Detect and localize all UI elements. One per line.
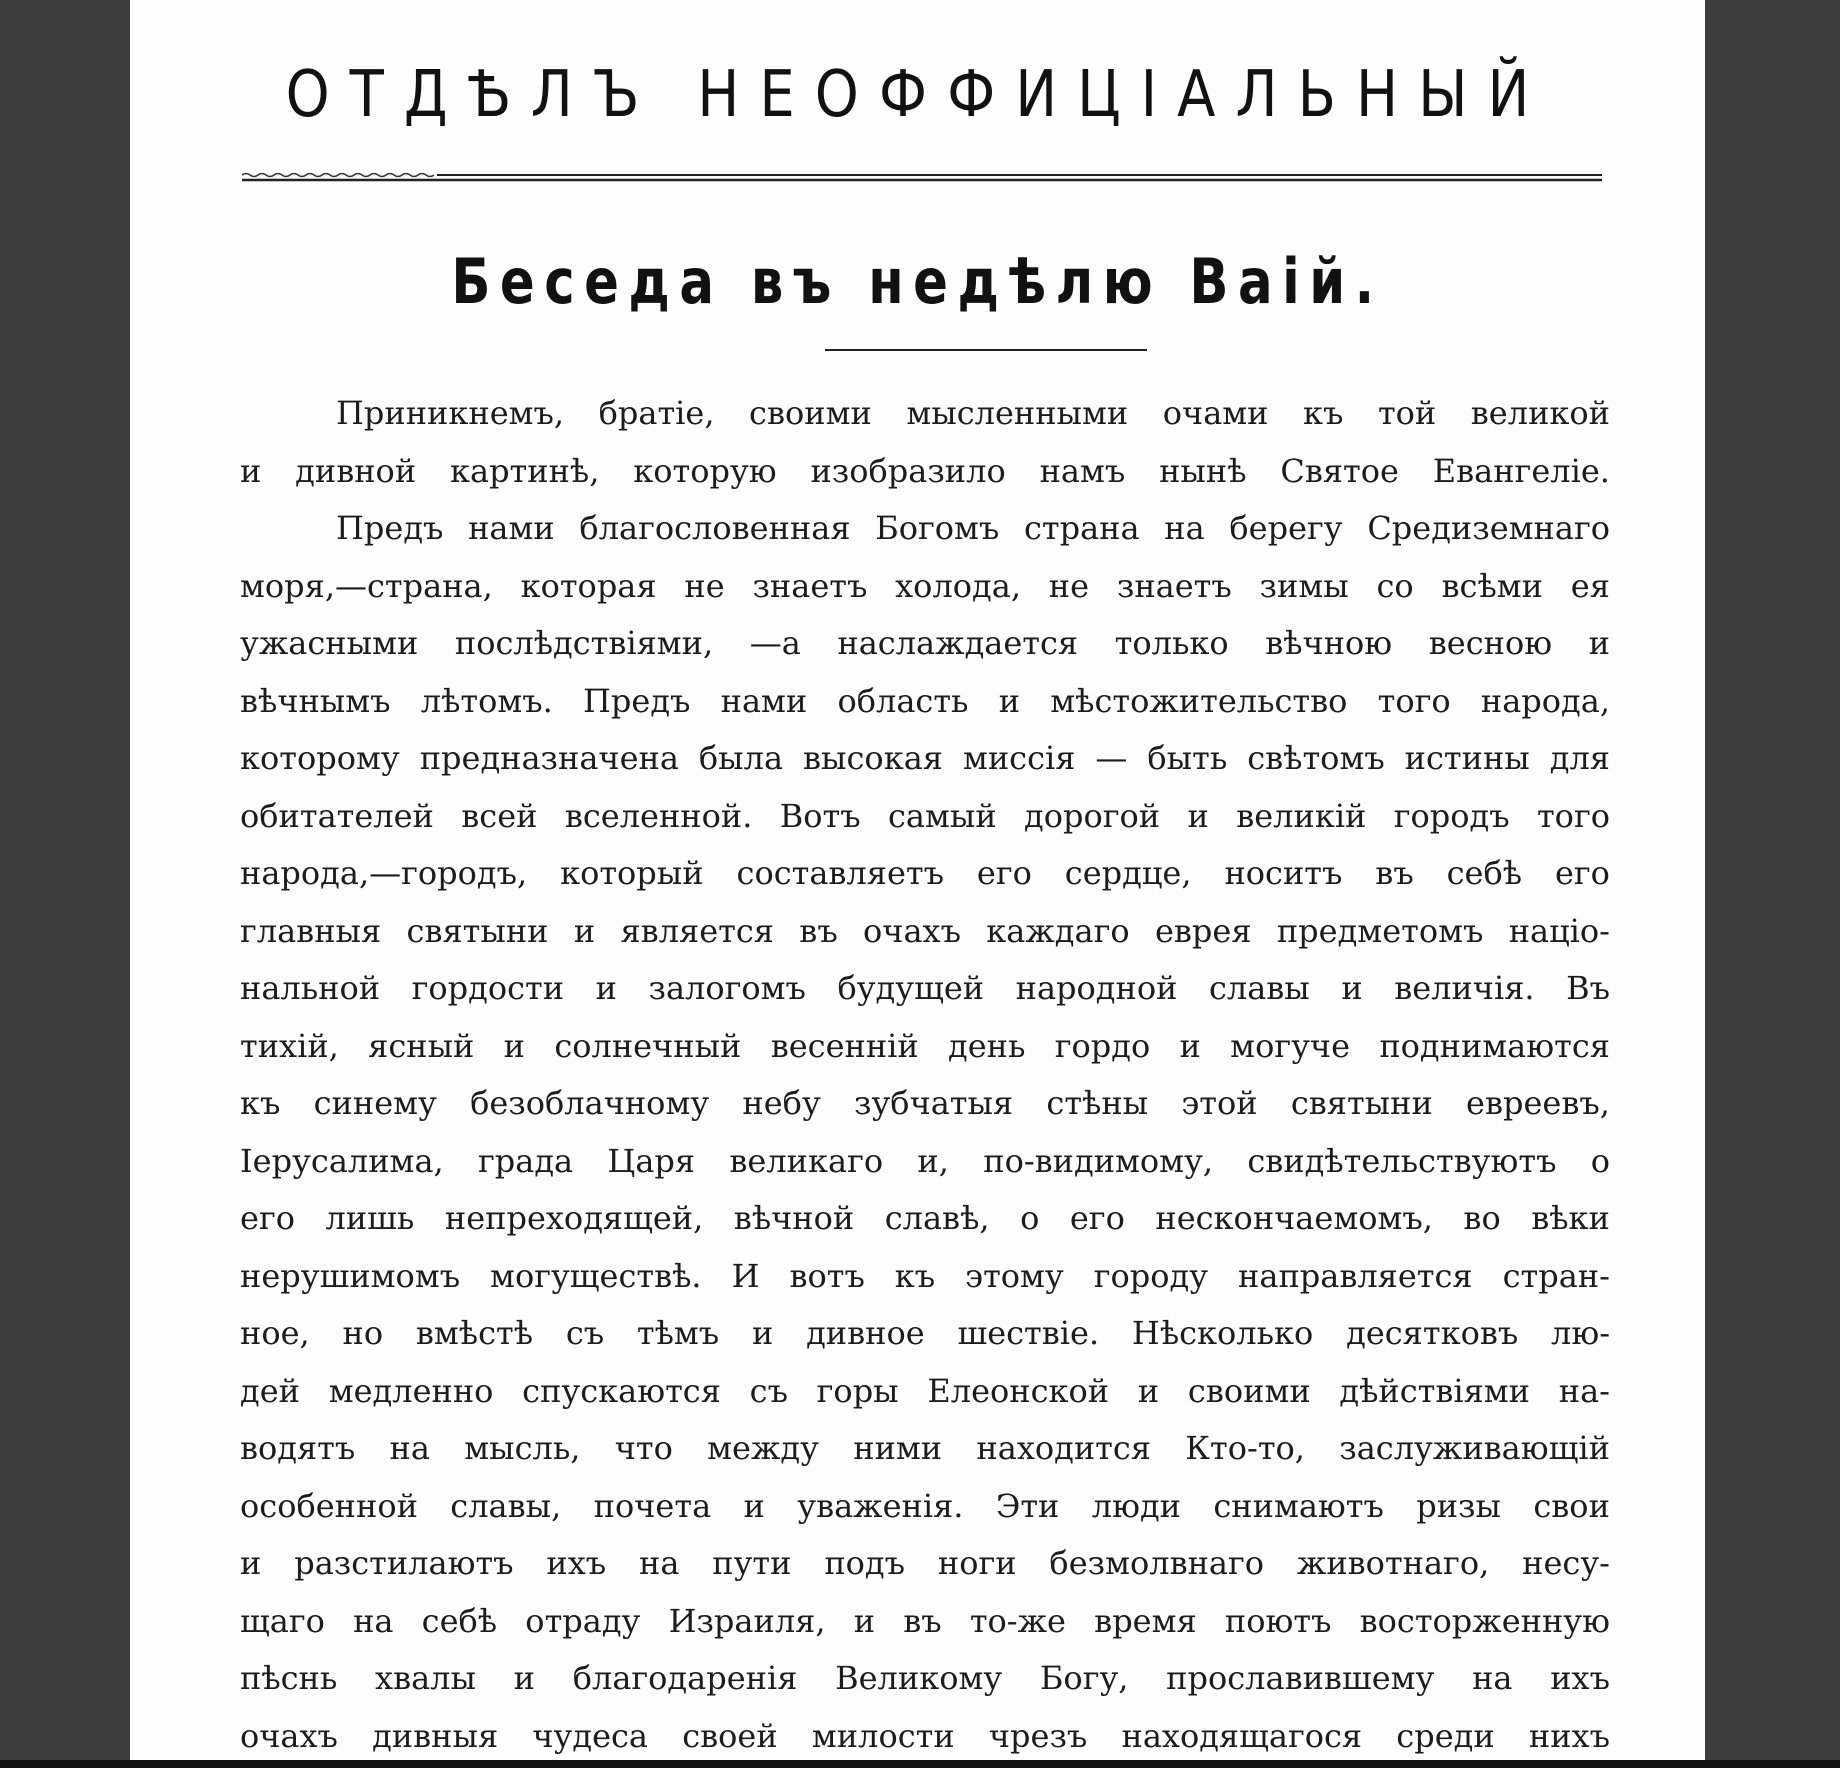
text-line: особенной славы, почета и уваженія. Эти люди снимаютъ ризы свои xyxy=(240,1486,1610,1525)
section-header: ОТДѢЛЪ НЕОФФИЦІАЛЬНЫЙ xyxy=(285,57,1550,132)
text-line: и разстилаютъ ихъ на пути подъ ноги безмолвнаго животнаго, несу- xyxy=(240,1544,1610,1582)
text-line: и дивной картинѣ, которую изобразило намъ нынѣ Святое Евангеліе. xyxy=(240,451,1610,490)
text-line: тихій, ясный и солнечный весенній день гордо и могуче поднимаются xyxy=(240,1026,1610,1065)
text-line: къ синему безоблачному небу зубчатыя стѣны этой святыни евреевъ, xyxy=(240,1084,1610,1122)
text-line: которому предназначена была высокая миссія — быть свѣтомъ истины для xyxy=(240,739,1610,777)
text-line: нальной гордости и залогомъ будущей народной славы и величія. Въ xyxy=(240,969,1610,1007)
text-line: водятъ на мысль, что между ними находится Кто-то, заслуживающій xyxy=(240,1429,1610,1467)
article-title: Беседа въ недѣлю Ваій. xyxy=(451,245,1384,318)
text-line: Приникнемъ, братіе, своими мысленными очами къ той великой xyxy=(336,394,1610,432)
text-line: Іерусалима, града Царя великаго и, по-видимому, свидѣтельствуютъ о xyxy=(240,1141,1610,1180)
decorative-wavy-rule xyxy=(242,172,1602,182)
text-line: пѣснь хвалы и благодаренія Великому Богу, прославившему на ихъ xyxy=(240,1659,1610,1697)
viewer-bottom-band xyxy=(0,1760,1840,1768)
text-line: главныя святыни и является въ очахъ каждаго еврея предметомъ націо- xyxy=(240,911,1610,950)
article-body xyxy=(240,385,1610,1765)
text-line: нерушимомъ могуществѣ. И вотъ къ этому городу направляется стран- xyxy=(240,1256,1610,1295)
text-line: его лишь непреходящей, вѣчной славѣ, о его нескончаемомъ, во вѣки xyxy=(240,1199,1610,1237)
text-line: ное, но вмѣстѣ съ тѣмъ и дивное шествіе. Нѣсколько десятковъ лю- xyxy=(240,1314,1610,1352)
scanned-page xyxy=(130,0,1705,1760)
text-line: вѣчнымъ лѣтомъ. Предъ нами область и мѣстожительство того народа, xyxy=(240,681,1610,720)
text-line: обитателей всей вселенной. Вотъ самый дорогой и великій городъ того xyxy=(240,796,1610,835)
text-line: ужасными послѣдствіями, —а наслаждается только вѣчною весною и xyxy=(240,624,1610,662)
text-line: Предъ нами благословенная Богомъ страна на берегу Средиземнаго xyxy=(336,509,1610,547)
text-line: очахъ дивныя чудеса своей милости чрезъ находящагося среди нихъ xyxy=(240,1716,1610,1755)
text-line: моря,—страна, которая не знаетъ холода, не знаетъ зимы со всѣми ея xyxy=(240,566,1610,605)
text-line: дей медленно спускаются съ горы Елеонской и своими дѣйствіями на- xyxy=(240,1371,1610,1410)
text-line: щаго на себѣ отраду Израиля, и въ то-же время поютъ восторженную xyxy=(240,1601,1610,1640)
text-line: народа,—городъ, который составляетъ его сердце, носитъ въ себѣ его xyxy=(240,854,1610,892)
title-underline xyxy=(825,349,1147,351)
